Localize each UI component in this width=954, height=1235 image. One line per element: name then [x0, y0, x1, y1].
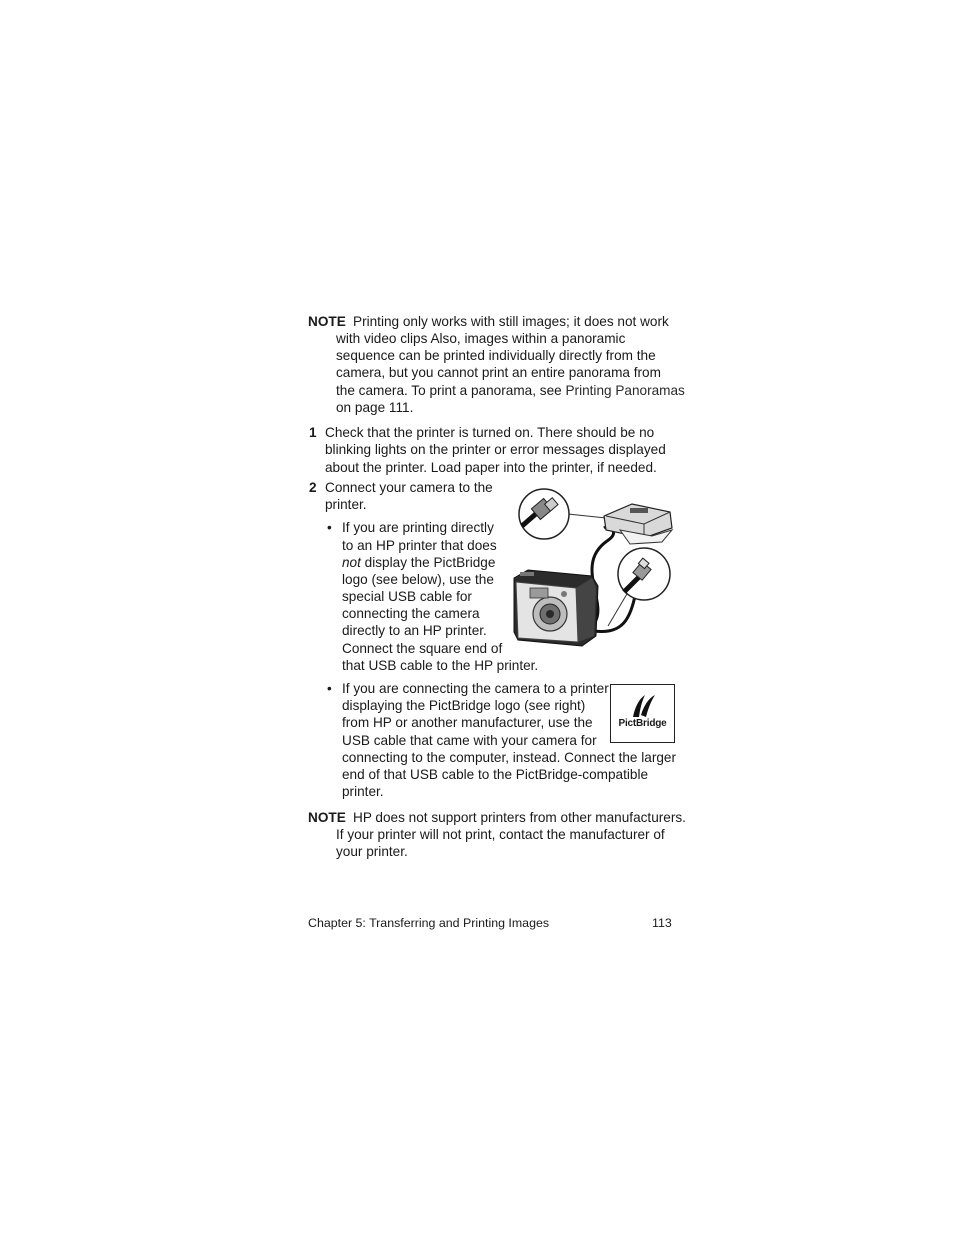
- chapter-title: Chapter 5: Transferring and Printing Images: [308, 916, 550, 930]
- note-text-line: camera, but you cannot print an entire panorama from: [336, 365, 661, 380]
- step-text-line: Check that the printer is turned on. There should be no: [325, 425, 655, 440]
- note-text-line: on page 111.: [336, 400, 414, 415]
- note-text-line: Printing only works with still images; it does not work: [353, 314, 669, 329]
- note-text-line: [336, 382, 685, 399]
- bullet-text-line: [342, 554, 495, 571]
- pictbridge-logo: [610, 684, 675, 743]
- emphasis-not: not: [342, 555, 361, 570]
- note-label: NOTE: [308, 314, 346, 329]
- bullet-text-line: directly to an HP printer.: [342, 623, 487, 638]
- note-text-line: with video clips Also, images within a panoramic: [336, 331, 626, 346]
- note-label: NOTE: [308, 810, 346, 825]
- step-number: 1: [309, 425, 317, 440]
- step-text-line: printer.: [325, 497, 367, 512]
- bullet-text-line: If you are printing directly: [342, 520, 494, 535]
- bullet-text-line: end of that USB cable to the PictBridge-compatible: [342, 767, 649, 782]
- step-number: 2: [309, 480, 317, 495]
- note-text-line: HP does not support printers from other manufacturers.: [353, 810, 686, 825]
- bullet-text-line: printer.: [342, 784, 384, 799]
- bullet-text-line: special USB cable for: [342, 589, 472, 604]
- page-number: 113: [652, 916, 672, 930]
- pictbridge-logo-text: PictBridge: [618, 718, 667, 729]
- bullet-text-line: connecting to the computer, instead. Connect the larger: [342, 750, 677, 765]
- pictbridge-swoosh-icon: [629, 693, 657, 719]
- bullet-text-line: logo (see below), use the: [342, 572, 494, 587]
- bullet-text-line: displaying the PictBridge logo (see right): [342, 698, 586, 713]
- step-text-line: blinking lights on the printer or error messages displayed: [325, 442, 666, 457]
- note-text-line: If your printer will not print, contact the manufacturer of: [336, 827, 665, 842]
- bullet-text-line: connecting the camera: [342, 606, 480, 621]
- step-text-line: Connect your camera to the: [325, 480, 493, 495]
- bullet-text-line: from HP or another manufacturer, use the: [342, 715, 593, 730]
- bullet-text-line: to an HP printer that does: [342, 538, 497, 553]
- step-text-line: about the printer. Load paper into the printer, if needed.: [325, 460, 657, 475]
- bullet-text-line: Connect the square end of: [342, 641, 503, 656]
- printing-panoramas-link[interactable]: Printing Panoramas: [565, 383, 685, 398]
- camera-printer-illustration: [512, 486, 674, 652]
- note-text-line: your printer.: [336, 844, 408, 859]
- bullet-text: display the PictBridge: [360, 555, 496, 570]
- bullet-text-line: If you are connecting the camera to a printer: [342, 681, 609, 696]
- note-text: the camera. To print a panorama, see: [336, 383, 562, 398]
- bullet-marker: •: [327, 520, 332, 535]
- bullet-text-line: that USB cable to the HP printer.: [342, 658, 539, 673]
- note-text-line: sequence can be printed individually directly from the: [336, 348, 656, 363]
- bullet-text-line: USB cable that came with your camera for: [342, 733, 597, 748]
- bullet-marker: •: [327, 681, 332, 696]
